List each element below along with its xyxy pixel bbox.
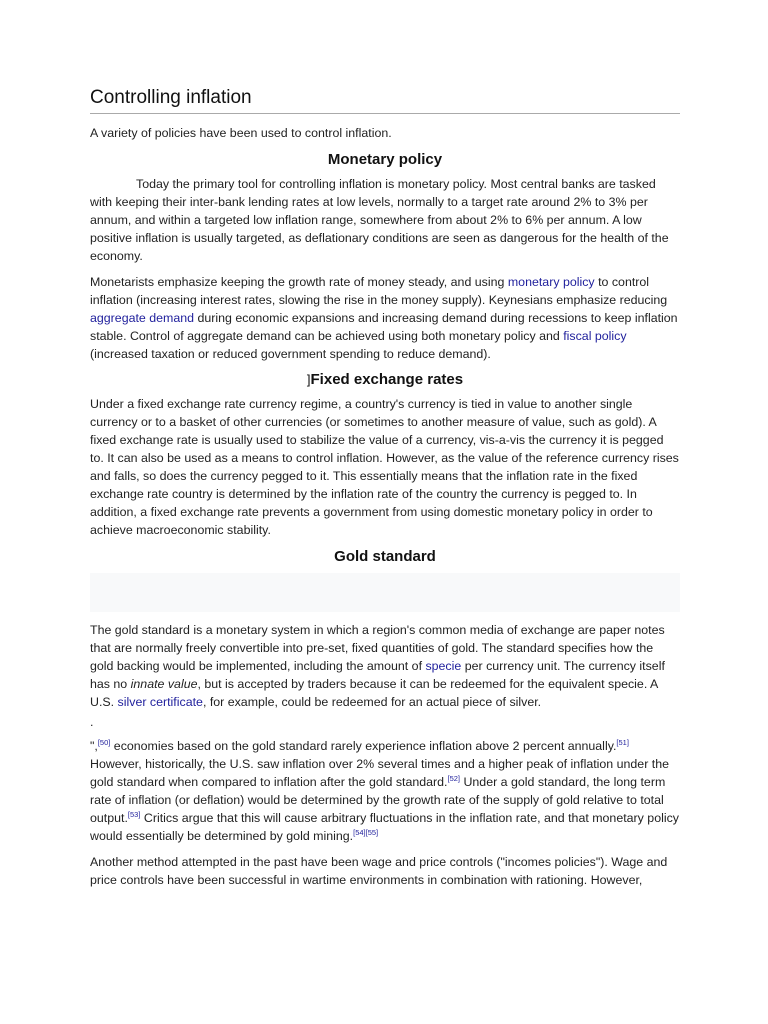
wage-price-controls-paragraph: Another method attempted in the past have been wage and price controls ("incomes policies"). Wage and price controls have been successful in wartime environments in combination with rationing. However, [90,855,668,887]
article-content [90,86,680,889]
text-span: per currency unit. The currency itself has no [90,659,665,691]
gold-standard-paragraph-2 [90,737,680,845]
text-span: Under a gold standard, the long term rate of inflation (or deflation) would be determined by the growth rate of the supply of gold relative to total output. [90,775,666,825]
specie-link[interactable]: specie [425,659,462,673]
text-span: , for example, could be redeemed for an actual piece of silver. [202,695,542,709]
text-span: The gold standard is a monetary system in which a region's common media of exchange are paper notes that are normally freely convertible into pre-set, fixed quantities of gold. The standard specifies how the gold backing would be implemented, including the amount of [90,623,665,673]
text-span: However, historically, the U.S. saw inflation over 2% several times and a higher peak of inflation under the gold standard when compared to inflation after the gold standard. [90,757,669,789]
fixed-exchange-paragraph: Under a fixed exchange rate currency regime, a country's currency is tied in value to another single currency or to a basket of other currencies (or sometimes to another measure of value, such as gold). A fixed exchange rate is usually used to stabilize the value of a currency, vis-a-vis the currency it is pegged to. It can also be used as a means to control inflation. However, as the value of the reference currency rises and falls, so does the currency pegged to it. This essentially means that the inflation rate in the fixed exchange rate country is determined by the inflation rate of the country the currency is pegged to. In addition, a fixed exchange rate prevents a government from using domestic monetary policy in order to achieve macroeconomic stability. [90,397,679,537]
gold-standard-heading: Gold standard [334,548,436,565]
citation-51[interactable]: [51] [616,737,629,747]
gold-standard-paragraph-1 [90,621,680,711]
text-span: to control inflation (increasing interest rates, slowing the rise in the money supply). Keynesians emphasize reducing [90,275,668,307]
text-span: ", [90,739,98,753]
fixed-exchange-rates-heading [90,370,680,390]
text-span: Critics argue that this will cause arbitrary fluctuations in the inflation rate, and that monetary policy would essentially be determined by gold mining. [90,811,679,843]
silver-certificate-link[interactable]: silver certificate [117,695,203,709]
monetary-paragraph-2 [90,273,680,363]
intro-paragraph: A variety of policies have been used to control inflation. [90,126,392,140]
stray-bracket: ] [306,372,311,387]
fiscal-policy-link[interactable]: fiscal policy [563,329,627,343]
text-span: , but is accepted by traders because it can be redeemed for the equivalent specie. A U.S. [90,677,658,709]
page-title: Controlling inflation [90,86,680,114]
stray-dot: . [90,715,94,729]
citation-53[interactable]: [53] [127,809,141,819]
monetary-policy-heading: Monetary policy [327,151,443,168]
empty-figure-box [90,573,680,612]
text-span: economies based on the gold standard rarely experience inflation above 2 percent annually. [110,739,617,753]
citation-50[interactable]: [50] [97,737,111,747]
text-span: during economic expansions and increasing demand during recessions to keep inflation stable. Control of aggregate demand can be achieved using both monetary policy and [90,311,678,343]
aggregate-demand-link[interactable]: aggregate demand [90,311,195,325]
text-span: Monetarists emphasize keeping the growth rate of money steady, and using [90,275,508,289]
text-span: (increased taxation or reduced government spending to reduce demand). [90,347,491,361]
heading-text: Fixed exchange rates [310,371,464,388]
innate-value-emphasis: innate value [130,677,198,691]
citation-52[interactable]: [52] [447,773,461,783]
monetary-policy-link[interactable]: monetary policy [507,275,595,289]
citation-54-55[interactable]: [54][55] [353,827,379,837]
monetary-paragraph-1: Today the primary tool for controlling inflation is monetary policy. Most central banks are tasked with keeping their inter-bank lending rates at low levels, normally to a target rate around 2% to 3% per annum, and within a targeted low inflation range, somewhere from about 2% to 6% per annum. A low positive inflation is usually targeted, as deflationary conditions are seen as dangerous for the health of the economy. [90,177,669,263]
